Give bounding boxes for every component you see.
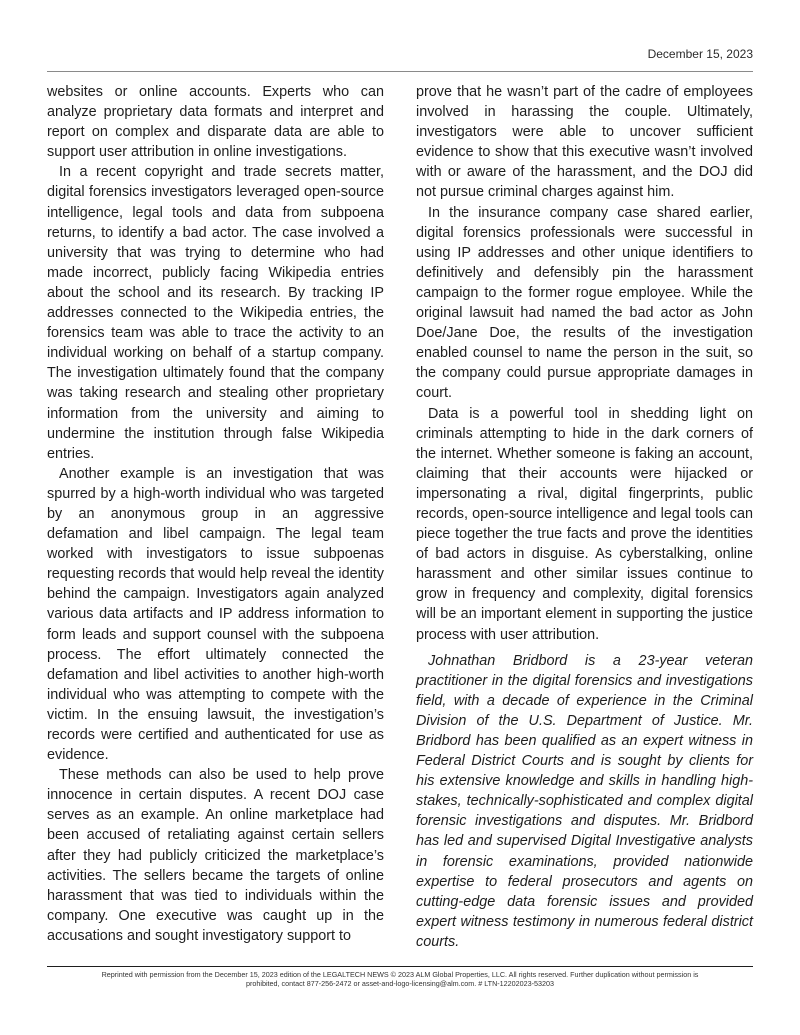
paragraph: prove that he wasn’t part of the cadre of employees involved in harassing the couple. Ultimately, investigators were able to uncover sufficient evidence to show that this executive wasn’t involved with or aware of the harassment, and the DOJ did not pursue criminal charges against him. [416,84,753,201]
article-left-column [47,82,384,946]
reprint-notice-line: prohibited, contact 877-256-2472 or asset-and-logo-licensing@alm.com. # LTN-12202023-53203 [245,979,555,988]
paragraph: In the insurance company case shared earlier, digital forensics professionals were successful in using IP addresses and other unique identifiers to definitively and defensibly pin the harassment campaign to the former rogue employee. While the original lawsuit had named the bad actor as John Doe/Jane Doe, the results of the investigation enabled counsel to name the person in the suit, so the company could pursue appropriate damages in court. [416,204,753,402]
footer-divider [47,966,753,967]
paragraph: In a recent copyright and trade secrets matter, digital forensics investigators leveraged open-source intelligence, legal tools and data from subpoena returns, to identify a bad actor. The case involved a university that was trying to determine who had made incorrect, publicly facing Wikipedia entries about the school and its research. By tracking IP addresses connected to the Wikipedia entries, the forensics team was able to trace the activity to an individual working on behalf of a startup company. The investigation ultimately found that the company was taking research and stealing other proprietary information from the university and aiming to undermine the institution through false Wikipedia entries. [47,164,384,462]
reprint-notice [70,970,730,988]
paragraph: Another example is an investigation that was spurred by a high-worth individual who was targeted by an anonymous group in an aggressive defamation and libel campaign. The legal team worked with investigators to issue subpoenas requesting records that would help reveal the identity behind the campaign. Investigators again analyzed various data artifacts and IP address information to form leads and support counsel with the subpoena process. The effort ultimately connected the defamation and libel activities to another high-worth individual who was attempting to compete with the victim. In the ensuing lawsuit, the investigation’s records were certified and authenticated for use as evidence. [47,465,384,764]
reprint-notice-line: Reprinted with permission from the December 15, 2023 edition of the LEGALTECH NEWS © 2023 ALM Global Properties, LLC. All rights reserved. Further duplication without permission is [101,970,699,979]
paragraph: These methods can also be used to help prove innocence in certain disputes. A recent DOJ case serves as an example. An online marketplace had been accused of retaliating against certain sellers after they had publicly criticized the marketplace’s activities. The sellers became the targets of online harassment that was tied to individuals within the company. One executive was caught up in the accusations and sought investigatory support to [47,767,384,944]
article-right-column [416,82,753,952]
issue-date: December 15, 2023 [647,47,753,61]
header-divider [47,71,753,72]
author-bio: Johnathan Bridbord is a 23-year veteran practitioner in the digital forensics and investigations field, with a decade of experience in the Criminal Division of the U.S. Department of Justice. Mr. Bridbord has been qualified as an expert witness in Federal District Courts and is sought by clients for his extensive knowledge and skills in handling high-stakes, technically-sophisticated and complex digital forensic investigations and disputes. Mr. Bridbord has led and supervised Digital Investigative analysts in forensic examinations, provided nationwide expertise to federal prosecutors and agents on cutting-edge data forensic issues and provided expert witness testimony in numerous federal district courts. [416,652,753,950]
paragraph: websites or online accounts. Experts who can analyze proprietary data formats and interpret and report on complex and disparate data are able to support user attribution in online investigations. [47,84,384,161]
paragraph: Data is a powerful tool in shedding light on criminals attempting to hide in the dark corners of the internet. Whether someone is faking an account, claiming that their accounts were hijacked or impersonating a rival, digital fingerprints, public records, open-source intelligence and legal tools can piece together the true facts and prove the identities of bad actors in disguise. As cyberstalking, online harassment and other similar issues continue to grow in frequency and complexity, digital forensics will be an important element in supporting the justice process with user attribution. [416,405,753,643]
